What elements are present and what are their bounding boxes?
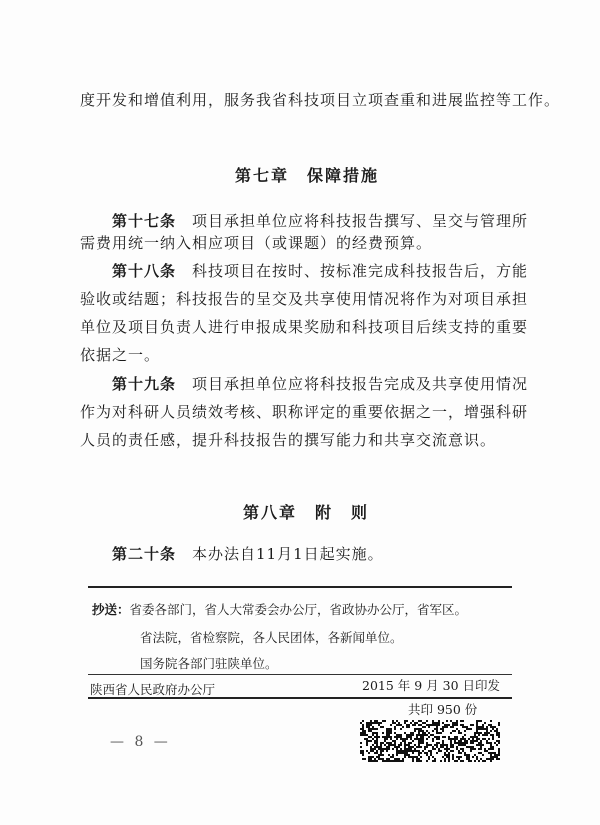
chapter-8-title: 第八章 附 则 xyxy=(243,503,370,522)
cc-line-2: 省法院，省检察院，各人民团体，各新闻单位。 xyxy=(140,630,403,645)
article-20-number: 第二十条 xyxy=(112,545,177,563)
article-19-number: 第十九条 xyxy=(112,375,177,393)
article-18-line-4: 依据之一。 xyxy=(80,346,161,364)
cc-line-1 xyxy=(92,600,467,618)
issuer: 陕西省人民政府办公厅 xyxy=(90,682,216,697)
cc-top-rule xyxy=(88,586,512,588)
article-17-number: 第十七条 xyxy=(112,212,177,230)
cc-line-3: 国务院各部门驻陕单位。 xyxy=(140,656,278,671)
cc-label: 抄送： xyxy=(92,602,130,617)
article-19-line-1 xyxy=(112,373,528,394)
copy-count: 共印 950 份 xyxy=(408,702,478,717)
article-18-line-1 xyxy=(112,260,528,281)
article-18-number: 第十八条 xyxy=(112,262,177,280)
issue-date: 2015 年 9 月 30 日印发 xyxy=(362,678,501,693)
article-19-text-1: 项目承担单位应将科技报告完成及共享使用情况 xyxy=(176,375,529,393)
article-18-line-3: 单位及项目负责人进行申报成果奖励和科技项目后续支持的重要 xyxy=(80,318,529,336)
barcode-icon xyxy=(360,720,500,762)
article-19-line-2: 作为对科研人员绩效考核、职称评定的重要依据之一，增强科研 xyxy=(80,403,529,421)
article-17-line-1 xyxy=(112,210,528,231)
article-18-text-1: 科技项目在按时、按标准完成科技报告后，方能 xyxy=(176,262,529,280)
cc-text-1: 省委各部门，省人大常委会办公厅，省政协办公厅，省军区。 xyxy=(129,602,468,617)
article-17-text-1: 项目承担单位应将科技报告撰写、呈交与管理所 xyxy=(176,212,529,230)
page-number: — 8 — xyxy=(110,734,171,750)
article-20-text: 本办法自11月1日起实施。 xyxy=(176,545,384,563)
footer-rule xyxy=(88,697,512,699)
chapter-7-title: 第七章 保障措施 xyxy=(235,166,380,185)
article-17-line-2: 需费用统一纳入相应项目（或课题）的经费预算。 xyxy=(80,234,433,252)
article-18-line-2: 验收或结题；科技报告的呈交及共享使用情况将作为对项目承担 xyxy=(80,290,529,308)
intro-line: 度开发和增值利用，服务我省科技项目立项查重和进展监控等工作。 xyxy=(80,91,561,109)
cc-bottom-rule xyxy=(88,674,512,675)
article-20-line xyxy=(112,543,384,564)
article-19-line-3: 人员的责任感，提升科技报告的撰写能力和共享交流意识。 xyxy=(80,431,497,449)
